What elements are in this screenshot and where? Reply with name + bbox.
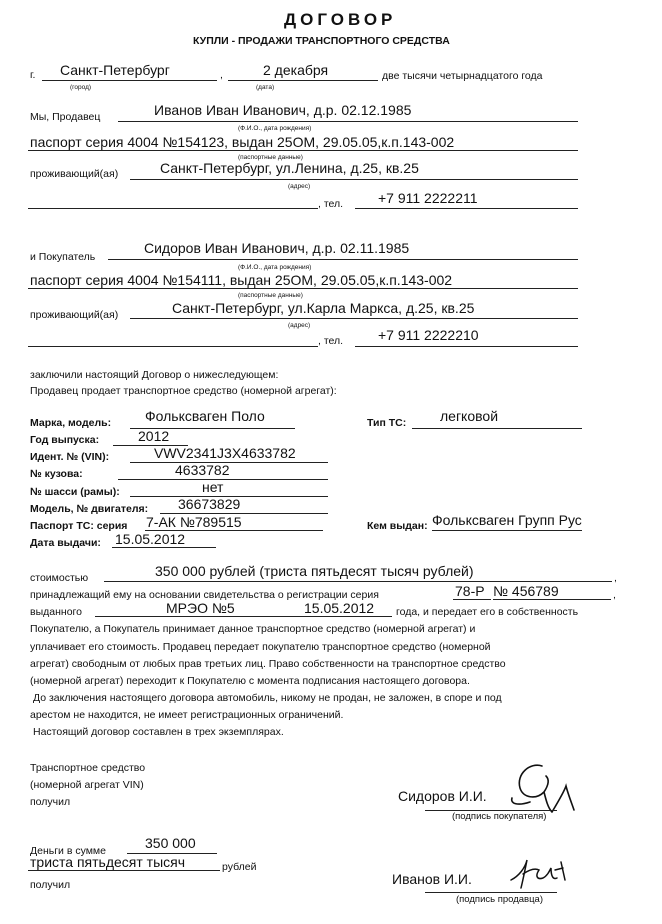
type-label: Тип ТС: (367, 417, 407, 429)
body-line-1: Покупателю, а Покупатель принимает данное транспортное средство (номерной агрегат) и (30, 623, 476, 635)
engine-value: 36673829 (178, 496, 241, 512)
document-title: ДОГОВОР (284, 10, 397, 29)
money-received: получил (30, 879, 71, 891)
intro-line-1: заключили настоящий Договор о нижеследующем: (30, 369, 279, 381)
buyer-prefix: и Покупатель (30, 251, 96, 263)
buyer-address: Санкт-Петербург, ул.Карла Маркса, д.25, кв.25 (172, 300, 475, 316)
make-label: Марка, модель: (30, 417, 112, 429)
buyer-name: Сидоров Иван Иванович, д.р. 02.11.1985 (144, 240, 410, 256)
reg-series: 78-Р (455, 583, 485, 599)
reg-issued-date: 15.05.2012 (304, 600, 375, 616)
seller-phone: +7 911 2222211 (378, 190, 478, 206)
engine-label: Модель, № двигателя: (30, 503, 149, 515)
body-line-2: уплачивает его стоимость. Продавец передает покупателю транспортное средство (номерной (30, 641, 491, 653)
body-label: № кузова: (30, 468, 83, 480)
reg-number: № 456789 (493, 583, 559, 599)
buyer-residence-label: проживающий(ая) (30, 309, 119, 321)
buyer-passport: паспорт серия 4004 №154111, выдан 25ОМ, 29.05.05,к.п.143-002 (30, 272, 453, 288)
type-line (412, 428, 582, 429)
after-date-text: года, и передает его в собственность (396, 606, 579, 618)
chassis-value: нет (202, 479, 224, 495)
body-line-3: агрегат) свободным от любых прав третьих лиц. Право собственности на транспортное средство (30, 658, 506, 670)
date-line (228, 80, 378, 81)
buyer-passport-hint: (паспортные данные) (238, 292, 303, 299)
issue-date-value: 15.05.2012 (115, 531, 186, 547)
document-subtitle: КУПЛИ - ПРОДАЖИ ТРАНСПОРТНОГО СРЕДСТВА (193, 35, 450, 47)
type-value: легковой (440, 408, 499, 424)
seller-passport-line (28, 150, 578, 151)
issued-text: выданного (30, 606, 82, 618)
body-line-4: (номерной агрегат) переходит к Покупателю с момента подписания настоящего договора. (30, 675, 470, 687)
cost-comma: , (614, 572, 617, 584)
reg-issued-date-line (300, 616, 392, 617)
reg-text: принадлежащий ему на основании свидетельства о регистрации серия (30, 589, 379, 601)
pts-value: 7-АК №789515 (146, 514, 242, 530)
reg-number-line (493, 599, 611, 600)
issued-by-line (432, 530, 582, 531)
issued-by-value: Фольксваген Групп Рус (432, 512, 582, 528)
body-line-6: арестом не находится, не имеет регистрационных ограничений. (30, 709, 344, 721)
seller-phone-line (355, 208, 578, 209)
money-label: Деньги в сумме (30, 845, 106, 857)
city-value: Санкт-Петербург (60, 62, 170, 78)
buyer-address-hint: (адрес) (288, 322, 311, 329)
city-line (42, 80, 217, 81)
seller-address-line (130, 179, 578, 180)
cost-label: стоимостью (30, 572, 89, 584)
issue-date-label: Дата выдачи: (30, 537, 101, 549)
reg-issued-by: МРЭО №5 (166, 600, 235, 616)
cost-value: 350 000 рублей (триста пятьдесят тысяч рублей) (155, 563, 474, 579)
buyer-signature-hint: (подпись покупателя) (452, 811, 547, 822)
reg-series-line (453, 599, 491, 600)
buyer-passport-line (28, 288, 578, 289)
seller-signer-name: Иванов И.И. (392, 871, 472, 887)
date-hint: (дата) (256, 84, 275, 91)
seller-phone-label: , тел. (318, 198, 344, 210)
pts-label: Паспорт ТС: серия (30, 520, 128, 532)
money-words-line (28, 870, 220, 871)
city-hint: (город) (70, 84, 92, 91)
receipt-vehicle-line-1: Транспортное средство (30, 762, 146, 774)
year-value: 2012 (138, 428, 170, 444)
receipt-vehicle-line-3: получил (30, 796, 71, 808)
body-value: 4633782 (175, 462, 230, 478)
vin-value: VWV2341J3X4633782 (154, 445, 296, 461)
year-label: Год выпуска: (30, 434, 100, 446)
body-line-7: Настоящий договор составлен в трех экземплярах. (33, 726, 284, 738)
year-text: две тысячи четырнадцатого года (382, 70, 543, 82)
quote-mark: , (220, 69, 223, 81)
seller-passport-hint: (паспортные данные) (238, 154, 303, 161)
chassis-label: № шасси (рамы): (30, 486, 120, 498)
buyer-signer-name: Сидоров И.И. (398, 788, 487, 804)
city-prefix: г. (30, 69, 36, 81)
buyer-phone-line (355, 346, 578, 347)
money-unit: рублей (222, 861, 257, 873)
seller-prefix: Мы, Продавец (30, 111, 101, 123)
seller-signature (505, 850, 585, 894)
buyer-phone: +7 911 2222210 (378, 327, 479, 343)
intro-line-2: Продавец продает транспортное средство (номерной агрегат): (30, 385, 337, 397)
buyer-address-line-2 (28, 346, 318, 347)
reg-comma: , (613, 589, 616, 601)
seller-residence-label: проживающий(ая) (30, 168, 119, 180)
issued-by-label: Кем выдан: (367, 520, 428, 532)
money-words: триста пятьдесят тысяч (30, 854, 186, 870)
body-line-5: До заключения настоящего договора автомобиль, никому не продан, не заложен, в споре и под (33, 692, 502, 704)
make-value: Фольксваген Поло (145, 408, 265, 424)
receipt-vehicle-line-2: (номерной агрегат VIN) (30, 779, 144, 791)
issue-date-line (112, 547, 216, 548)
money-amount: 350 000 (145, 835, 196, 851)
buyer-name-hint: (Ф.И.О., дата рождения) (238, 264, 312, 271)
seller-address-line-2 (28, 208, 318, 209)
seller-name-line (118, 121, 578, 122)
reg-issued-by-line (95, 616, 300, 617)
buyer-phone-label: , тел. (318, 335, 344, 347)
buyer-name-line (108, 259, 578, 260)
seller-passport: паспорт серия 4004 №154123, выдан 25ОМ, 29.05.05,к.п.143-002 (30, 134, 455, 150)
cost-line (104, 581, 612, 582)
seller-name: Иванов Иван Иванович, д.р. 02.12.1985 (154, 102, 412, 118)
buyer-address-line (130, 318, 578, 319)
vin-label: Идент. № (VIN): (30, 451, 110, 463)
date-value: 2 декабря (263, 62, 329, 78)
seller-signature-hint: (подпись продавца) (456, 894, 543, 905)
seller-signature-line (425, 892, 557, 893)
seller-address: Санкт-Петербург, ул.Ленина, д.25, кв.25 (160, 160, 419, 176)
seller-name-hint: (Ф.И.О., дата рождения) (238, 125, 312, 132)
seller-address-hint: (адрес) (288, 183, 311, 190)
